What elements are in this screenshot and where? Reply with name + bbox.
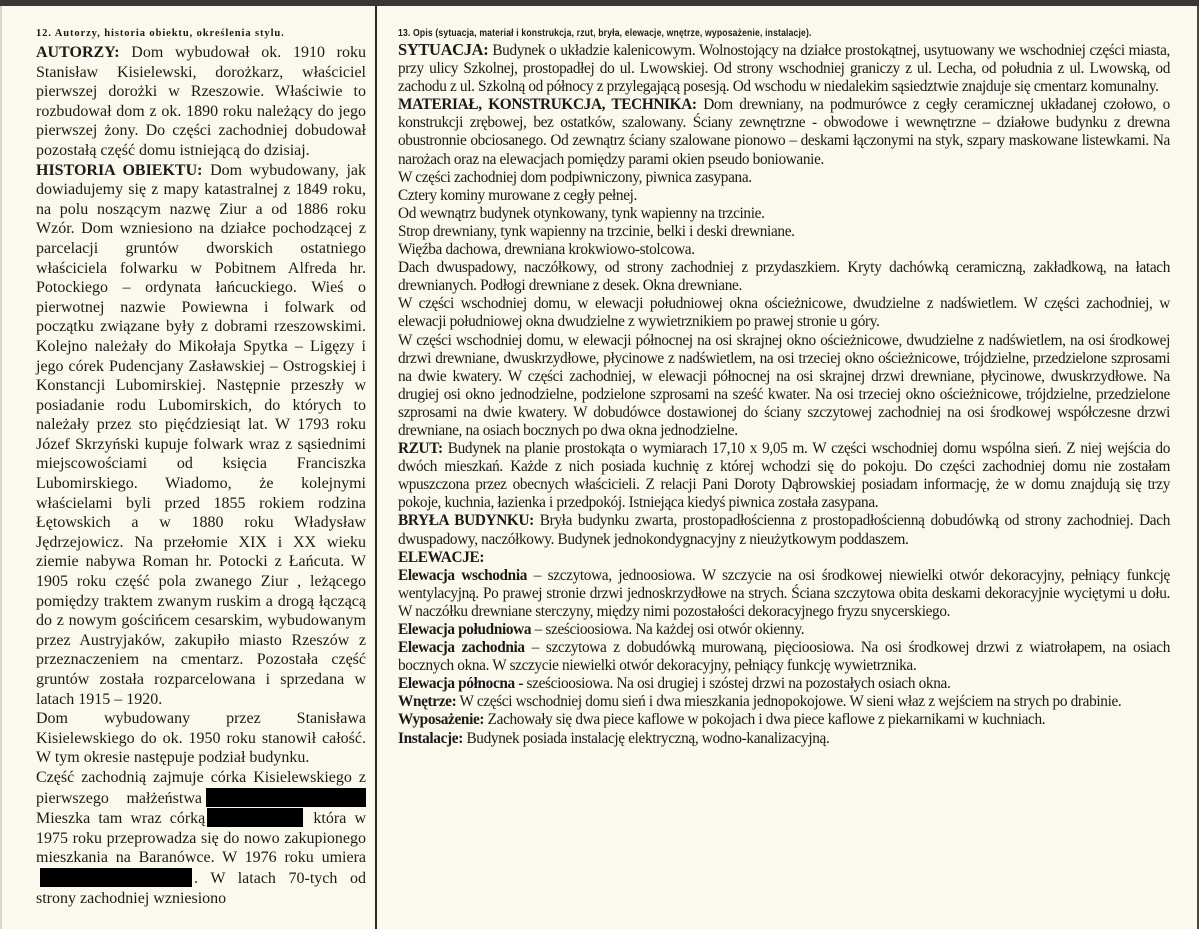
section-12-column — [36, 28, 366, 908]
wyposazenie-label: Wyposażenie: — [398, 711, 485, 729]
elewacja-paragraph — [398, 567, 1170, 621]
sytuacja-text: Budynek o układzie kalenicowym. Wolnostojący na działce prostokątnej, usytuowany we wschodniej części miasta, przy ulicy Szkolnej, prostopadłej do ul. Lwowskiej. Od strony wschodniej graniczy z ul. Lecha, od południa z ul. Lwowską, od zachodu z ul. Szkolną od północy z przylegającą posesją. Od wschodu w niedalekim sąsiedztwie znajduje się cmentarz komunalny. — [398, 42, 1170, 96]
elewacja-paragraph — [398, 639, 1170, 675]
section-12-body — [36, 43, 366, 908]
elewacja-text: – szczytowa, jednoosiowa. W szczycie na osi środkowej niewielki otwór dekoracyjny, pełniący funkcję wentylacyjną. Po prawej stronie drzwi jednoskrzydłowe na strych. Ściana szczytowa obita deskami dekoracyjnie wyciętymi u dołu. W naczółku drewniane sterczyny, między nimi pozostałości dekoracyjnego fryzu snycerskiego. — [398, 566, 1170, 620]
historia-text: Dom wybudowany, jak dowiadujemy się z mapy katastralnej z 1849 roku, na polu noszącym nazwę Ziur a od 1886 roku Wzór. Dom wzniesiono na działce pochodzącej z parcelacji gruntów dworskich ostatniego właściciela folwarku w Pobitnem Alfreda hr. Potockiego – ordynata łańcuckiego. Wieś o pierwotnej nazwie Powiewna i folwark od początku związane były z dobrami rzeszowskimi. Kolejno należały do Mikołaja Spytka – Ligęzy i jego córek Pudencjany Zasławskiej – Ostrogskiej i Konstancji Lubomirskiej. Następnie przeszły w posiadanie rodu Lubomirskich, do których to należały przez sto pięćdziesiąt lat. W 1793 roku Józef Skrzyński kupuje folwark wraz z sąsiednimi miejscowościami od księcia Franciszka Lubomirskiego. Wiadomo, że kolejnymi właścielami byli przed 1855 rokiem rodzina Łętowskich a w 1880 roku Władysław Jędrzejowicz. Na przełomie XIX i XX wieku ziemie nabywa Roman hr. Potocki z Łańcuta. W 1905 roku część pola zwanego Ziur , leżącego pomiędzy traktem zwanym ruskim a drogą łączącą do z nowym gościńcem cesarskim, wybudowanym przez Austryjaków, zakupiło miasto Rzeszów z przeznaczeniem na cmentarz. Pozostała część gruntów została rozparcelowana i sprzedana w latach 1915 – 1920. — [36, 161, 366, 708]
material-line: Od wewnątrz budynek otynkowany, tynk wapienny na trzcinie. — [398, 204, 765, 222]
rzut-paragraph — [398, 440, 1170, 512]
wyposazenie-paragraph — [398, 711, 1170, 729]
redacted-text-4: . W latach 70-tych od strony zachodniej wzniesiono — [36, 869, 366, 907]
elewacja-text: – szczytowa z dobudówką murowaną, pięcioosiowa. Na osi środkowej drzwi z wiatrołapem, na osiach bocznych okna. W szczycie niewielki otwór dekoracyjny, pełniący funkcję wywietrznika. — [398, 639, 1170, 675]
material-paragraph — [398, 96, 1170, 168]
material-line: W części wschodniej domu, w elewacji północnej na osi skrajnej okno ościeżnicowe, dwudzielne z nadświetlem, na osi środkowej drzwi drewniane, dwuskrzydłowe, płycinowe z nadświetlem, na osi trzeciej okno ościeżnicowe, trójdzielne, przedzielone szprosami na dwie kwatery. W części zachodniej, w elewacji północnej na osi skrajnej drzwi drewniane, płycinowe, dwuskrzydłowe. Na drugiej osi okno jednodzielne, podzielone szprosami na sześć kwater. Na osi trzeciej okno ościeżnicowe, trójdzielne, przedzielone szprosami na dwie kwatery. W dobudówce dostawionej do ściany szczytowej zachodniej na osi środkowej współczesne drzwi drewniane, na osiach bocznych po dwa okna jednodzielne. — [398, 331, 1170, 439]
redacted-text-1: Część zachodnią zajmuje córka Kisielewskiego z pierwszego małżeństwa — [36, 768, 366, 807]
bryla-label: BRYŁA BUDYNKU: — [398, 512, 534, 530]
material-text: Dom drewniany, na podmurówce z cegły ceramicznej układanej czołowo, o konstrukcji zrębowej, bez ostatków, szalowany. Ściany zewnętrzne - obwodowe i wewnętrzne – działowe budynku z drewna obustronnie obciosanego. Od zewnątrz ściany szalowane pionowo – deskami łączonymi na styk, szpary maskowane listewkami. Na narożach oraz na elewacjach pomiędzy parami okien pseudo boniowanie. — [398, 96, 1170, 168]
material-line: Strop drewniany, tynk wapienny na trzcinie, belki i deski drewniane. — [398, 222, 795, 240]
historia-label: HISTORIA OBIEKTU: — [36, 161, 203, 179]
elewacja-label: Elewacja południowa — [398, 621, 532, 638]
bryla-paragraph — [398, 512, 1170, 548]
section-13-body — [398, 41, 1170, 748]
material-line: W części zachodniej dom podpiwniczony, piwnica zasypana. — [398, 168, 752, 186]
elewacja-paragraph — [398, 621, 1170, 639]
elewacje-label: ELEWACJE: — [398, 548, 485, 566]
autorzy-text: Dom wybudował ok. 1910 roku Stanisław Kisielewski, dorożkarz, właściciel pierwszej dorożki w Rzeszowie. Właściwie to rozbudował dom z ok. 1890 roku należący do jego pierwszej żony. Do części zachodniej dobudował pozostałą część domu istniejącą do dzisiaj. — [36, 44, 366, 159]
podzial-paragraph: Dom wybudowany przez Stanisława Kisielewskiego do ok. 1950 roku stanowił całość. W tym okresie następuje podział budynku. — [36, 710, 366, 767]
sytuacja-paragraph — [398, 41, 1170, 96]
redacted-paragraph — [36, 768, 366, 908]
elewacja-text: – sześcioosiowa. Na każdej osi otwór okienny. — [531, 621, 805, 638]
instalacje-label: Instalacje: — [398, 729, 463, 747]
material-line: Dach dwuspadowy, naczółkowy, od strony zachodniej z przydaszkiem. Kryty dachówką ceramiczną, zakładkową, na łatach drewnianych. Podłogi drewniane z desek. Okna drewniane. — [398, 259, 1170, 295]
redacted-text-3: która w 1975 roku przeprowadza się do nowo zakupionego mieszkania na Baranówce. W 1976 roku umiera — [36, 810, 366, 867]
autorzy-paragraph — [36, 43, 366, 161]
historia-paragraph — [36, 161, 366, 710]
elewacja-text: sześcioosiowa. Na osi drugiej i szóstej drzwi na pozostałych osiach okna. — [523, 675, 951, 693]
elewacja-label: Elewacja wschodnia — [398, 566, 528, 584]
wnetrze-paragraph — [398, 693, 1170, 711]
page-left-edge — [0, 6, 2, 929]
redaction-box — [206, 788, 366, 807]
material-line: Cztery kominy murowane z cegły pełnej. — [398, 186, 638, 204]
material-line: Więźba dachowa, drewniana krokwiowo-stolcowa. — [398, 241, 695, 259]
bryla-text: Bryła budynku zwarta, prostopadłościenna z prostopadłościenną dobudówką od strony zachodniej. Dach dwuspadowy, naczółkowy. Budynek jednokondygnacyjny z nieużytkowym poddaszem. — [398, 512, 1170, 548]
column-divider — [375, 6, 377, 929]
autorzy-label: AUTORZY: — [36, 44, 120, 61]
redacted-text-2: Mieszka tam wraz córką — [36, 810, 206, 828]
redaction-box — [40, 868, 192, 887]
wyposazenie-text: Zachowały się dwa piece kaflowe w pokojach i dwa piece kaflowe z piekarnikami w kuchniach. — [484, 711, 1046, 729]
section-13-column — [398, 28, 1170, 748]
section-13-header: 13. Opis (sytuacja, materiał i konstrukcja, rzut, bryła, elewacje, wnętrze, wyposażenie, instalacje). — [398, 28, 812, 39]
material-line: W części wschodniej domu, w elewacji południowej okna ościeżnicowe, dwudzielne z nadświetlem. W części zachodniej, w elewacji południowej okna dwudzielne z wywietrznikiem po prawej stronie u góry. — [398, 295, 1170, 331]
elewacja-label: Elewacja zachodnia — [398, 639, 525, 657]
elewacja-label: Elewacja północna - — [398, 675, 524, 693]
material-label: MATERIAŁ, KONSTRUKCJA, TECHNIKA: — [398, 96, 697, 114]
instalacje-text: Budynek posiada instalację elektryczną, wodno-kanalizacyjną. — [462, 729, 830, 747]
wnetrze-text: W części wschodniej domu sień i dwa mieszkania jednopokojowe. W sieni właz z wejściem na strych po drabinie. — [456, 693, 1122, 711]
wnetrze-label: Wnętrze: — [398, 693, 457, 711]
redaction-box — [207, 808, 303, 827]
page-top-border — [0, 0, 1199, 6]
elewacja-paragraph — [398, 675, 1170, 693]
sytuacja-label: SYTUACJA: — [398, 40, 489, 59]
rzut-label: RZUT: — [398, 440, 443, 458]
section-12-header: 12. Autorzy, historia obiektu, określenia stylu. — [36, 28, 285, 39]
instalacje-paragraph — [398, 730, 1170, 748]
rzut-text: Budynek na planie prostokąta o wymiarach 17,10 x 9,05 m. W części wschodniej domu wspólna sień. Z niej wejścia do dwóch mieszkań. Każde z nich posiada kuchnię z której wchodzi się do pokoju. Do części zachodniej domu nie zostałam wpuszczona przez obecnych właścicieli. Z relacji Pani Doroty Dąbrowskiej posiadam informację, że w domu znajdują się trzy pokoje, kuchnia, łazienka i przedpokój. Istniejąca kiedyś piwnica została zasypana. — [398, 440, 1170, 512]
